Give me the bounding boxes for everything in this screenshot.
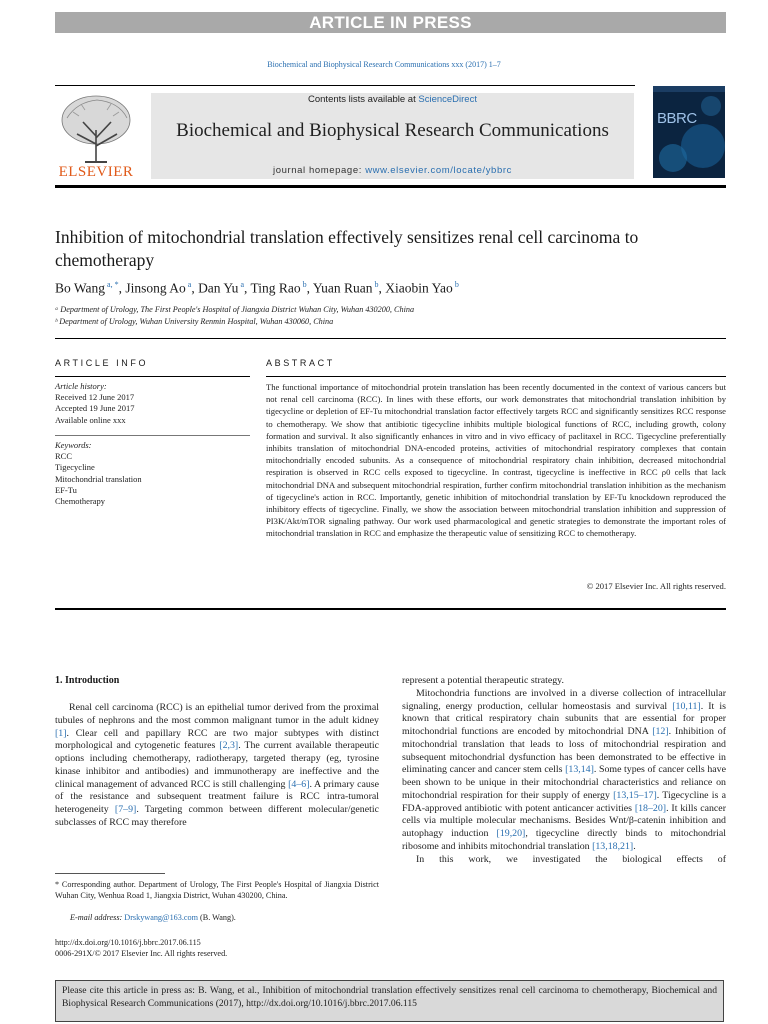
author-affiliation-marker[interactable]: b	[300, 280, 307, 289]
right-column	[402, 675, 726, 866]
email-link[interactable]: Drskywang@163.com	[124, 913, 198, 922]
keywords-label: Keywords:	[55, 440, 92, 450]
keywords-block	[55, 440, 250, 507]
author-name: Jinsong Ao	[125, 280, 186, 296]
abstract-heading: ABSTRACT	[266, 358, 335, 368]
citation-link[interactable]: [1]	[55, 727, 67, 739]
affiliation-b: ᵇ Department of Urology, Wuhan University Renmin Hospital, Wuhan 430060, China	[55, 317, 334, 326]
author-affiliation-marker[interactable]: a	[185, 280, 192, 289]
footnote-rule	[55, 873, 165, 874]
corresponding-author-note: * Corresponding author. Department of Urology, The First People's Hospital of Jiangxia District Wuhan City, Wenhua Road 1, Jiangxia District, Wuhan 430200, China.	[55, 880, 379, 900]
paragraph-text: . Targeting common between different molecular/genetic subclasses of RCC may therefore	[55, 804, 379, 828]
citation-link[interactable]: [10,11]	[672, 700, 701, 712]
author-name: Ting Rao	[250, 280, 301, 296]
author-name: Xiaobin Yao	[385, 280, 453, 296]
paragraph-text: Renal cell carcinoma (RCC) is an epithelial tumor derived from the proximal tubules of nephrons and the most common malignant tumor in the adult kidney	[55, 702, 379, 726]
citation-link[interactable]: [2,3]	[219, 740, 239, 752]
keyword: RCC	[55, 451, 73, 462]
abstract-copyright: © 2017 Elsevier Inc. All rights reserved.	[586, 581, 726, 591]
history-accepted: Accepted 19 June 2017	[55, 403, 135, 414]
elsevier-wordmark: ELSEVIER	[58, 164, 134, 180]
issn-line: 0006-291X/© 2017 Elsevier Inc. All rights reserved.	[55, 949, 228, 958]
history-received: Received 12 June 2017	[55, 392, 135, 403]
homepage-prefix: journal homepage:	[273, 165, 366, 176]
article-in-press-banner: ARTICLE IN PRESS	[55, 12, 726, 33]
author-name: Dan Yu	[198, 280, 239, 296]
paragraph-text: . The current available therapeutic options including chemotherapy, radiotherapy, targeted therapy (eg, tyrosine kinase inhibitor and antibodies) and immunotherapy are ineffective and the clinical management of advanced RCC is still challenging	[55, 740, 379, 790]
paragraph-text: . Inhibition of mitochondrial translation that leads to loss of mitochondrial respiration and subsequent mitochondrial dysfunction has been demonstrated to be effective in eliminating cancer and cancer stem cells	[402, 726, 726, 776]
paragraph-text: . A primary cause of the resistance and subsequent treatment failure is RCC intra-tumoral heterogeneity	[55, 778, 379, 815]
paragraph-text: , tigecycline directly binds to mitochondrial ribosome and inhibits mitochondrial translation	[402, 828, 726, 852]
intro-paragraph-1	[55, 702, 379, 830]
affiliation-a: ᵃ Department of Urology, The First People's Hospital of Jiangxia District Wuhan City, Wuhan 430200, China	[55, 305, 415, 314]
elsevier-logo	[55, 92, 137, 180]
citation-link[interactable]: [13,14]	[565, 764, 594, 776]
keyword: Tigecycline	[55, 462, 95, 473]
cover-art-icon	[653, 86, 725, 178]
header-top-rule	[55, 85, 635, 86]
intro-paragraph-2	[402, 688, 726, 854]
homepage-link[interactable]: www.elsevier.com/locate/ybbrc	[365, 165, 512, 176]
journal-title: Biochemical and Biophysical Research Communications	[176, 120, 609, 141]
abstract-text: The functional importance of mitochondrial protein translation has been recently documented in the context of various cancers but not renal cell carcinoma (RCC). In lines with these efforts, our work demonstrates that mitochondrial translation inhibition by tigecycline or depletion of EF-Tu mitochondrial translation factor effectively targets RCC and significantly sensitizes RCC response to chemotherapy. We show that antibiotic tigecycline inhibits multiple biological functions of RCC, including growth, colony formation and survival. It also significantly enhances in vitro and in vivo efficacy of paclitaxel in RCC. Tigecycline preferentially inhibits translation of mitochondrial DNA-encoded proteins, activities of mitochondrial respiratory complexes that contain mitochondrially encoded subunits. As a consequence of mitochondrial respiratory chain inhibition, decreased mitochondrial respiration is observed in RCC cells exposed to tigecycline. In contrast, tigecycline is ineffective in RCC ρ0 cells that lack mitochondrial DNA and subsequent mitochondrial respiration, further confirm mitochondrial translation inhibition as the mechanism of tigecycline's action in RCC. Importantly, genetic inhibition of mitochondrial translation by EF-Tu knockdown reproduced the inhibitory effects of tigecycline. Finally, we show the association between mitochondrial translation inhibition and suppression of PI3K/Akt/mTOR signaling pathway. Our work used pharmacological and genetic strategies to demonstrate the important roles of mitochondrial translation in RCC and emphasize the therapeutic value of sensitizing RCC to chemotherapy.	[266, 382, 726, 539]
keyword: EF-Tu	[55, 484, 77, 495]
journal-homepage	[151, 165, 634, 176]
paragraph-text: . Tigecycline is a FDA-approved antibiotic with potent anticancer activities	[402, 789, 726, 814]
paragraph-text: . Clear cell and papillary RCC are two major subtypes with distinct morphological and cytogenetic features	[55, 727, 379, 752]
left-column	[55, 702, 379, 830]
citation-link[interactable]: [7–9]	[114, 804, 137, 815]
author-separator: ,	[306, 280, 313, 296]
paragraph-text: . It is known that critical respiratory chain subunits that are essential for proper mitochondrial functions are encoded by mitochondrial DNA	[402, 700, 726, 737]
author-separator: ,	[191, 280, 199, 296]
contents-prefix: Contents lists available at	[308, 94, 419, 105]
email-label: E-mail address:	[70, 913, 125, 922]
author-affiliation-marker[interactable]: b	[372, 280, 379, 289]
citation-box: Please cite this article in press as: B. Wang, et al., Inhibition of mitochondrial translation effectively sensitizes renal cell carcinoma to chemotherapy, Biochemical and Biophysical Research Communications (2017), http://dx.doi.org/10.1016/j.bbrc.2017.06.115	[55, 980, 724, 1022]
intro-continuation: represent a potential therapeutic strategy.	[402, 675, 564, 686]
citation-link[interactable]: [13,18,21]	[592, 840, 634, 852]
author-affiliation-marker[interactable]: b	[452, 280, 459, 289]
author-separator: ,	[378, 280, 386, 296]
paragraph-text: . It kills cancer cells via multiple molecular mechanisms. Besides Wnt/β-catenin inhibition and autophagy induction	[402, 802, 726, 839]
keyword: Chemotherapy	[55, 496, 106, 507]
email-suffix: (B. Wang).	[198, 913, 236, 922]
citation-link[interactable]: [18–20]	[634, 802, 667, 814]
paragraph-text: . Some types of cancer cells have been shown to be unique in their mitochondrial characteristics and reliance on mitochondrial respiration for their supply of energy	[402, 764, 727, 801]
citation-link[interactable]: [4–6]	[288, 778, 310, 790]
sciencedirect-link[interactable]: ScienceDirect	[418, 94, 477, 105]
article-title: Inhibition of mitochondrial translation effectively sensitizes renal cell carcinoma to chemotherapy	[55, 227, 639, 270]
cover-title: BBRC	[657, 110, 697, 127]
email-line	[70, 913, 379, 924]
citation-link[interactable]: [13,15–17]	[613, 789, 657, 801]
paragraph-text: Mitochondria functions are involved in a diverse collection of intracellular signaling, energy production, cellular homeostasis and survival	[402, 687, 726, 712]
author-separator: ,	[244, 280, 251, 296]
author-list	[55, 280, 726, 297]
keyword: Mitochondrial translation	[55, 473, 142, 484]
section-rule	[55, 338, 726, 339]
doi-link[interactable]: http://dx.doi.org/10.1016/j.bbrc.2017.06.115	[55, 938, 201, 947]
section-heading: 1. Introduction	[55, 675, 120, 686]
author-affiliation-marker[interactable]: a	[238, 280, 244, 289]
article-history	[55, 381, 250, 426]
keywords-rule	[55, 435, 250, 436]
intro-paragraph-3: In this work, we investigated the biological effects of	[416, 853, 726, 865]
history-label: Article history:	[55, 381, 107, 391]
citation-link[interactable]: [12]	[652, 726, 669, 737]
article-info-rule	[55, 376, 250, 377]
header-bottom-rule	[55, 185, 726, 188]
abstract-rule	[266, 376, 726, 377]
contents-line	[151, 94, 634, 105]
author-affiliation-marker[interactable]: a, *	[105, 280, 119, 289]
journal-cover	[653, 86, 725, 178]
history-online: Available online xxx	[55, 414, 126, 425]
author-separator: ,	[118, 280, 126, 296]
author-name: Yuan Ruan	[312, 280, 373, 296]
author-name: Bo Wang	[55, 280, 106, 296]
paragraph-text: .	[633, 840, 636, 852]
article-info-heading: ARTICLE INFO	[55, 358, 149, 368]
abstract-bottom-rule	[55, 608, 726, 610]
journal-reference: Biochemical and Biophysical Research Communications xxx (2017) 1–7	[267, 60, 501, 69]
citation-link[interactable]: [19,20]	[496, 828, 526, 839]
